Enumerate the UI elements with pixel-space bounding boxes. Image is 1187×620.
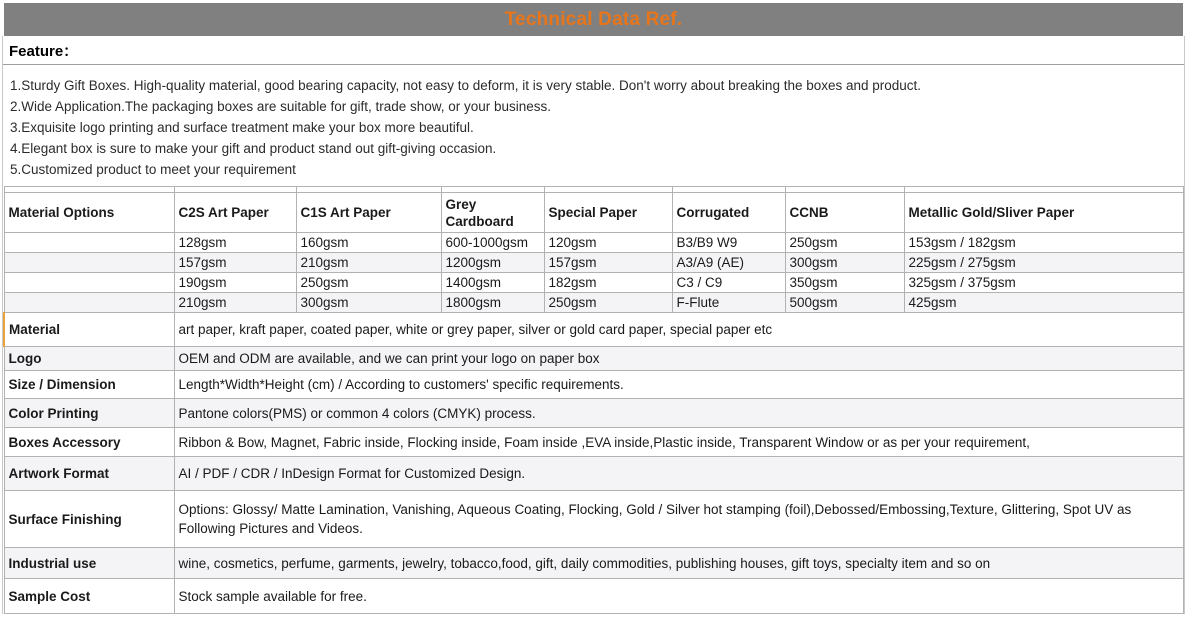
spec-label: Artwork Format [4, 457, 174, 491]
cell: 153gsm / 182gsm [904, 233, 1184, 253]
cell: 425gsm [904, 293, 1184, 313]
cell: 1400gsm [441, 273, 544, 293]
cell: 250gsm [296, 273, 441, 293]
cell: 600-1000gsm [441, 233, 544, 253]
spec-row-surface-finishing [4, 491, 1184, 548]
spec-value: AI / PDF / CDR / InDesign Format for Customized Design. [174, 457, 1184, 491]
cell: 325gsm / 375gsm [904, 273, 1184, 293]
spec-label: Boxes Accessory [4, 428, 174, 457]
spec-row-artwork-format [4, 457, 1184, 491]
spec-label: Size / Dimension [4, 371, 174, 399]
cell: 1800gsm [441, 293, 544, 313]
spec-value: OEM and ODM are available, and we can print your logo on paper box [174, 347, 1184, 371]
feature-item-2: 2.Wide Application.The packaging boxes are suitable for gift, trade show, or your business. [10, 99, 552, 114]
empty-cell [4, 293, 174, 313]
technical-data-table [3, 186, 1184, 614]
feature-heading: Feature： [3, 36, 1184, 65]
table-header-row [4, 193, 1184, 233]
content-area [2, 36, 1185, 614]
column-header-grey-cardboard: Grey Cardboard [441, 193, 544, 233]
cell: 182gsm [544, 273, 672, 293]
column-header-metallic-gold-sliver-paper: Metallic Gold/Sliver Paper [904, 193, 1184, 233]
spec-value: Length*Width*Height (cm) / According to customers' specific requirements. [174, 371, 1184, 399]
column-header-c1s-art-paper: C1S Art Paper [296, 193, 441, 233]
feature-item-1: 1.Sturdy Gift Boxes. High-quality material, good bearing capacity, not easy to deform, it is very stable. Don't worry about breaking the boxes and product. [10, 78, 922, 93]
feature-list [3, 65, 1184, 186]
spec-value: Options: Glossy/ Matte Lamination, Vanishing, Aqueous Coating, Flocking, Gold / Silver hot stamping (foil),Debossed/Embossing,Texture, Glittering, Spot UV as Following Pictures and Videos. [174, 491, 1184, 548]
cell: 120gsm [544, 233, 672, 253]
spec-value: Ribbon & Bow, Magnet, Fabric inside, Flocking inside, Foam inside ,EVA inside,Plastic inside, Transparent Window or as per your requirement, [174, 428, 1184, 457]
empty-cell [4, 273, 174, 293]
cell: 157gsm [544, 253, 672, 273]
feature-item-5: 5.Customized product to meet your requirement [10, 162, 296, 177]
spec-row-material [4, 313, 1184, 347]
cell: 300gsm [785, 253, 904, 273]
cell: B3/B9 W9 [672, 233, 785, 253]
empty-cell [4, 253, 174, 273]
cell: 225gsm / 275gsm [904, 253, 1184, 273]
column-header-special-paper: Special Paper [544, 193, 672, 233]
column-header-corrugated: Corrugated [672, 193, 785, 233]
spec-label: Color Printing [4, 399, 174, 428]
table-row [4, 233, 1184, 253]
cell: 250gsm [544, 293, 672, 313]
column-header-material-options: Material Options [4, 193, 174, 233]
cell: 500gsm [785, 293, 904, 313]
cell: 1200gsm [441, 253, 544, 273]
spec-row-sample-cost [4, 579, 1184, 614]
title-bar [4, 3, 1183, 36]
spec-value: Pantone colors(PMS) or common 4 colors (CMYK) process. [174, 399, 1184, 428]
cell: 190gsm [174, 273, 296, 293]
cell: 128gsm [174, 233, 296, 253]
spec-row-size-dimension [4, 371, 1184, 399]
cell: 350gsm [785, 273, 904, 293]
table-row [4, 253, 1184, 273]
cell: 250gsm [785, 233, 904, 253]
spec-value: art paper, kraft paper, coated paper, white or grey paper, silver or gold card paper, special paper etc [174, 313, 1184, 347]
cell: C3 / C9 [672, 273, 785, 293]
cell: 160gsm [296, 233, 441, 253]
feature-item-4: 4.Elegant box is sure to make your gift and product stand out gift-giving occasion. [10, 141, 497, 156]
cell: 210gsm [296, 253, 441, 273]
column-header-c2s-art-paper: C2S Art Paper [174, 193, 296, 233]
cell: 300gsm [296, 293, 441, 313]
column-header-ccnb: CCNB [785, 193, 904, 233]
table-row [4, 293, 1184, 313]
spec-label: Logo [4, 347, 174, 371]
spec-label: Industrial use [4, 548, 174, 579]
spec-row-industrial-use [4, 548, 1184, 579]
spec-label: Sample Cost [4, 579, 174, 614]
spec-label: Material [4, 313, 174, 347]
spec-value: Stock sample available for free. [174, 579, 1184, 614]
spec-label: Surface Finishing [4, 491, 174, 548]
spec-row-boxes-accessory [4, 428, 1184, 457]
cell: A3/A9 (AE) [672, 253, 785, 273]
spec-row-color-printing [4, 399, 1184, 428]
empty-cell [4, 233, 174, 253]
cell: F-Flute [672, 293, 785, 313]
feature-item-3: 3.Exquisite logo printing and surface treatment make your box more beautiful. [10, 120, 474, 135]
page-title: Technical Data Ref. [504, 8, 683, 30]
cell: 157gsm [174, 253, 296, 273]
cell: 210gsm [174, 293, 296, 313]
spec-value: wine, cosmetics, perfume, garments, jewelry, tobacco,food, gift, daily commodities, publishing houses, gift toys, specialty item and so on [174, 548, 1184, 579]
table-row [4, 273, 1184, 293]
spec-row-logo [4, 347, 1184, 371]
